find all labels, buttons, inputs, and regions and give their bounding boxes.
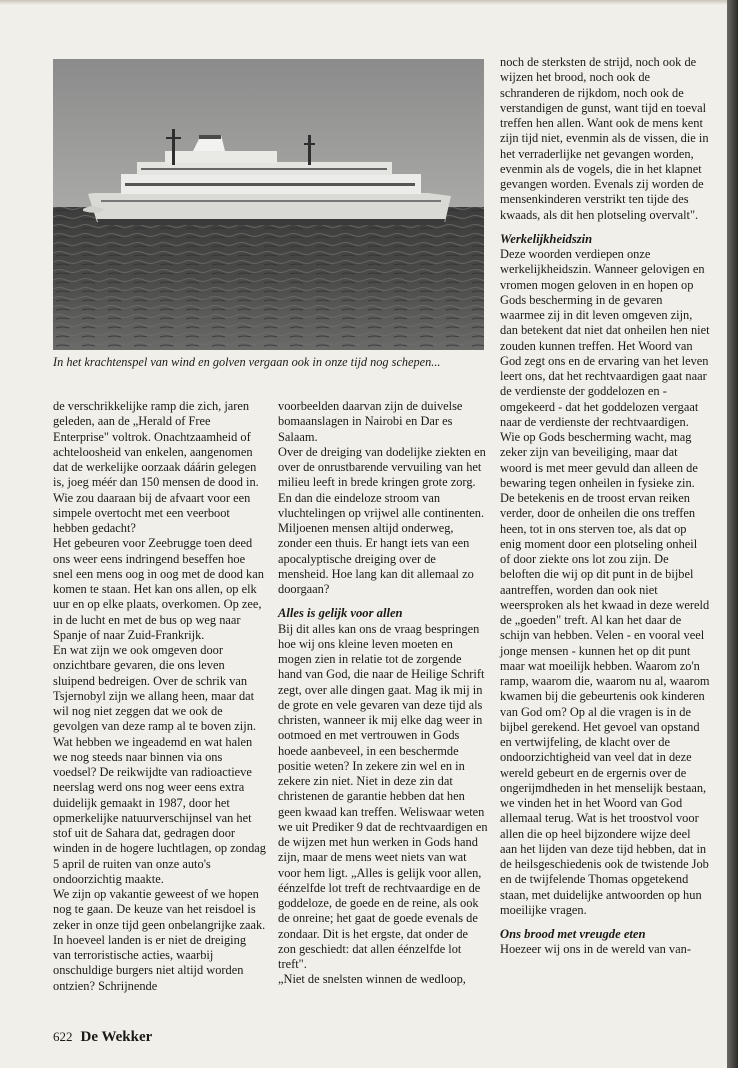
paragraph: Het gebeuren voor Zeebrugge toen deed ons weer eens indringend beseffen hoe snel een mens oog in oog met de dood kan komen te staan. Het kan ons allen, op elk uur en op elke plaats, overkomen. Op zee, in de lucht en met de bus op weg naar Spanje of naar Zuid-Frankrijk. [53, 536, 264, 642]
paragraph: Over de dreiging van dodelijke ziekten en over de onrustbarende vervuiling van het milieu leeft in brede kringen grote zorg. En dan die eindeloze stroom van vluchtelingen op vrijwel alle continenten. Miljoenen mensen altijd onderweg, zonder een thuis. Er hangt iets van een apocalyptische dreiging over de mensheid. Hoe lang kan dit allemaal zo doorgaan? [278, 444, 486, 596]
ferry-photo [53, 59, 484, 350]
article-column-2 [278, 399, 488, 988]
page-number: 622 [53, 1029, 73, 1044]
paragraph: Deze woorden verdiepen onze werkelijkheidszin. Wanneer gelovigen en vromen mogen geloven in en hopen op Gods bescherming in de gevaren waarmee zij in dit leven omgeven zijn, dan betekent dat niet dat onheilen hen niet zouden kunnen treffen. Het Woord van God zegt ons en de ervaring van het leven leert ons, dat het rechtvaardigen gaat naar de verdienste der goddelozen en - omgekeerd - dat het goddelozen vergaat naar de verdienste der rechtvaardigen. Wie op Gods bescherming wacht, mag zeker zijn van beveiliging, maar dat woord is met meer gevuld dan alleen de bewaring tegen onheilen in fysieke zin. De betekenis en de troost ervan reiken verder, door de onheilen die ons treffen heen, tot in ons sterven toe, als dat op enig moment door een plotseling onheil of door ziekte ons lot zou zijn. De beloften die wij op dit punt in de bijbel aantreffen, worden dan ook niet weersproken als het kwaad in deze wereld de „goeden" treft. Al kan het daar de schijn van hebben. Velen - en vooral veel jonge mensen - kunnen het op dit punt maar wat moeilijk hebben. Waarom zo'n ramp, waarom die, waarom nu al, waarom kwamen bij die gebeurtenis ook kinderen van God om? Op al die vragen is in de bijbel gerekend. Het gevoel van opstand en vertwijfeling, de klacht over de ondoorzichtigheid van veel dat in deze wereld gebeurt en de ergernis over de ongerijmdheden in het menselijk bestaan, we vinden het in het Woord van God allemaal terug. Wat is het troostvol voor allen die op heel bijzondere wijze deel aan het lijden van deze tijd hebben, dat in de heilsgeschiedenis ook de twistende Job en de twijfelende Thomas opgetekend staan, met duidelijke antwoorden op hun moeilijke vragen. [500, 247, 710, 917]
page-footer [53, 1028, 152, 1046]
section-gap [500, 918, 710, 927]
page-top-edge [0, 0, 727, 5]
section-gap [278, 597, 488, 606]
article-column-1 [53, 399, 266, 994]
photo-caption: In het krachtenspel van wind en golven vergaan ook in onze tijd nog schepen... [53, 355, 441, 369]
section-gap [500, 223, 710, 232]
ferry-image [53, 59, 484, 350]
section-heading: Ons brood met vreugde eten [500, 927, 646, 941]
paragraph: Hoezeer wij ons in de wereld van van- [500, 942, 691, 957]
article-column-3 [500, 55, 710, 958]
paragraph: de verschrikkelijke ramp die zich, jaren geleden, aan de „Herald of Free Enterprise" voltrok. Onachtzaamheid of achteloosheid van enkelen, aangenomen dat de werkelijke oorzaak dáárin gelegen is, joeg méér dan 150 mensen de dood in. Wie zou daaraan bij de afvaart voor een simpele overtocht met een veerboot hebben gedacht? [53, 399, 259, 535]
paragraph: voorbeelden daarvan zijn de duivelse bomaanslagen in Nairobi en Dar es Salaam. [278, 399, 463, 444]
paragraph: „Niet de snelsten winnen de wedloop, [278, 972, 466, 987]
section-heading: Alles is gelijk voor allen [278, 606, 403, 621]
binding-gutter [727, 0, 738, 1068]
paragraph: We zijn op vakantie geweest of we hopen nog te gaan. De keuze van het reisdoel is zeker in onze tijd geen onbelangrijke zaak. In hoeveel landen is er niet de dreiging van terroristische acties, waarbij onschuldige burgers niet altijd worden ontzien? Schrijnende [53, 887, 266, 993]
section-heading: Werkelijkheidszin [500, 231, 593, 246]
magazine-name: De Wekker [80, 1029, 153, 1045]
paragraph: Bij dit alles kan ons de vraag bespringen hoe wij ons kleine leven moeten en mogen zien in relatie tot de zorgende hand van God, die naar de Heilige Schrift zegt, over alle dingen gaat. Mag ik mij in de grote en vele gevaren van deze tijd als christen, wanneer ik mij elke dag weer in ootmoed en met vertrouwen in Gods hoede aanbeveel, in een beschermde positie weten? In zekere zin wel en in zekere zin niet. Niet in deze zin dat christenen de garantie hebben dat hen geen kwaad kan treffen. Weliswaar weten we uit Prediker 9 dat de rechtvaardigen en de wijzen met hun werken in Gods hand zijn, maar de mens weet niets van wat voor hem ligt. „Alles is gelijk voor allen, éénzelfde lot treft de rechtvaardige en de goddeloze, de goede en de reine, als ook de onreine; het gaat de goede evenals de zondaar. Dit is het ergste, dat onder de zon geschiedt: dat allen éénzelfde lot treft". [278, 621, 488, 971]
paragraph: noch de sterksten de strijd, noch ook de wijzen het brood, noch ook de schranderen de rijkdom, noch ook de verstandigen de gunst, want tijd en toeval treffen hen allen. Want ook de mens kent zijn tijd niet, evenmin als de vissen, die in het verraderlijke net gevangen worden, evenmin als de vogels, die in het klapnet gevangen worden. Evenals zij worden de mensenkinderen verstrikt ten tijde des kwaads, als dit hen plotseling overvalt". [500, 55, 709, 222]
paragraph: En wat zijn we ook omgeven door onzichtbare gevaren, die ons leven sluipend bedreigen. Over de schrik van Tsjernobyl zijn we allang heen, maar dat wil nog niet zeggen dat we ook de gevolgen van deze ramp al te boven zijn. Wat hebben we ingeademd en wat halen we nog steeds naar binnen via ons voedsel? De reikwijdte van radioactieve neerslag werd ons nog weer eens extra duidelijk gemaakt in 1987, door het opmerkelijke natuurverschijnsel van het stof uit de Sahara dat, gedragen door winden in de hogere luchtlagen, op zondag 5 april de ruiten van onze auto's ondoorzichtig maakte. [53, 643, 266, 886]
